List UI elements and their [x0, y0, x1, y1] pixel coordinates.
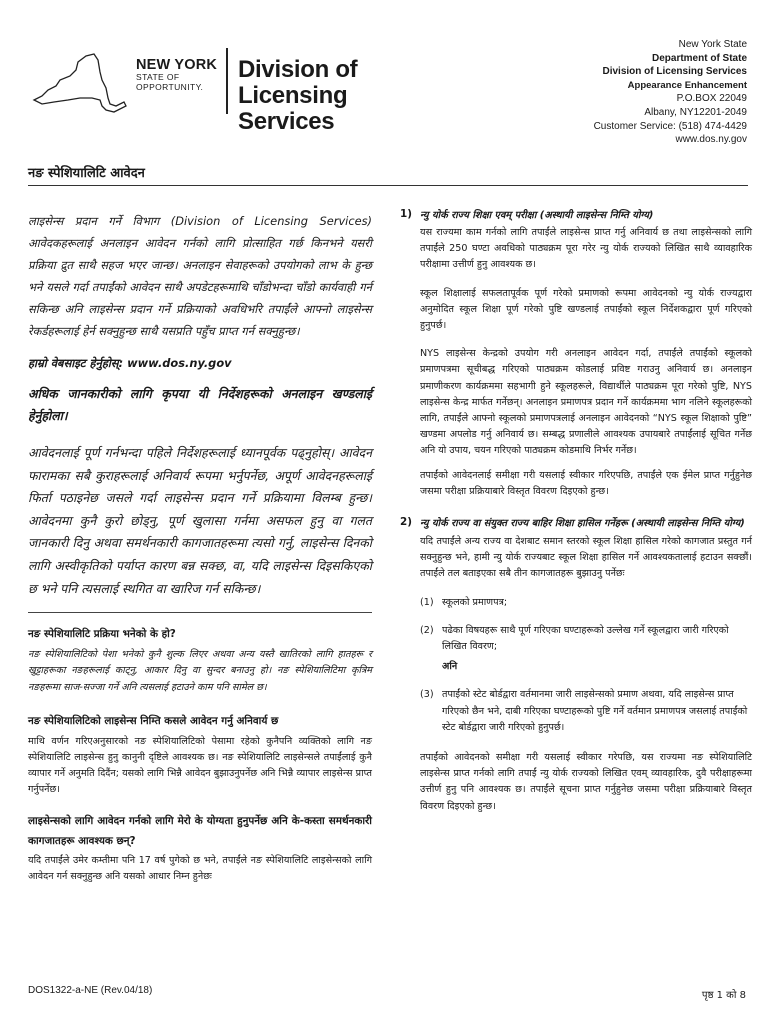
website-line: हाम्रो वेबसाइट हेर्नुहोस्: www.dos.ny.gov: [28, 356, 232, 370]
intro-paragraph: लाइसेन्स प्रदान गर्ने विभाग (Division of Licensing Services) आवेदकहरूलाई अनलाइन आवेदन गर्नको लागि प्रोत्साहित गर्छ किनभने यसरी प्रक्रिया द्रुत साथै सहज भएर जान्छ। अनलाइन सेवाहरूको उपयोगको लाभ के हुन्छ भने यसले गर्दा तपाईंको आवेदन साथै अपडेटहरूमाथि चाँडोभन्दा चाँडो कार्यवाही गर्न सकिन्छ अनि लाइसेन्स प्रदान गर्ने प्रक्रियाको अवधिभरि तपाईंले आफ्नो लाइसेन्स रेकर्डहरूलाई हेर्न सक्नुहुन्छ साथै यसप्रति पहुँच प्राप्त गर्न सक्नुहुन्छ।: [28, 214, 372, 338]
section-heading: नङ स्पेशियालिटिको लाइसेन्स निम्ति कसले आवेदन गर्नु अनिवार्य छ: [28, 714, 279, 727]
list-item: (3) तपाईंको स्टेट बोर्डद्वारा वर्तमानमा जारी लाइसेन्सको प्रमाण अथवा, यदि लाइसेन्स प्राप्त गरिएको छैन भने, दाबी गरिएका घण्टाहरूको पुष्टि गर्ने वर्तमान प्रमाणपत्र जसलाई तपाईंको स्टेट बोर्डद्वारा जारी गरिएको हुनुपर्छ।: [420, 689, 748, 733]
logo-opportunity: OPPORTUNITY.: [136, 81, 204, 92]
section-paragraph: NYS लाइसेन्स केन्द्रको उपयोग गरी अनलाइन आवेदन गर्दा, तपाईंले तपाईंको स्कूलको प्रमाणपत्रमा सूचीबद्ध गरिएको पाठ्यक्रम कोडलाई प्रविष्ट गराउनु अनिवार्य छ। अनलाइन प्रमाणीकरण कार्यक्रममा सहभागी हुने स्कूलहरूले, विद्यार्थीले पाठ्यक्रम पूरा गरेको पुष्टि, NYS लाइसेन्स केन्द्र मार्फत गर्नेछन्। अनलाइन प्रमाणपत्र प्रदान गर्ने कार्यक्रममा भाग नलिने स्कूलहरूको लागि, तपाईंले आफ्नो स्कूलको प्रमाणपत्रलाई अनलाइन आवेदनको “NYS स्कूल शिक्षाको पुष्टि” खण्डमा अपलोड गर्नु अनिवार्य छ। सम्बद्ध प्रणालीले आवश्यक उपायबारे तपाईंलाई सूचित गर्नेछ अनि यो उपाय, चयन गरिएको पाठ्यक्रम कोडमाथि निर्भर गर्नेछ।: [420, 348, 752, 457]
section-1-heading: 1) न्यु योर्क राज्य शिक्षा एवम् परीक्षा (अस्थायी लाइसेन्स निम्ति योग्य): [400, 208, 654, 221]
section-paragraph: माथि वर्णन गरिएअनुसारको नङ स्पेशियालिटिको पेसामा रहेको कुनैपनि व्यक्तिको लागि नङ स्पेशियालिटि लाइसेन्स हुनु कानुनी दृष्टिले आवश्यक छ। नङ स्पेशियालिटि लाइसेन्सले तपाईंलाई कुनै व्यापार गर्ने अनुमति दिदैंन; यसको लागि भिन्नै आवेदन बुझाउनुपर्नेछ अनि भिन्नै व्यापार लाइसेन्स प्राप्त गर्नुपर्नेछ।: [28, 735, 372, 796]
title-rule: [28, 185, 748, 186]
section-divider: [28, 612, 372, 613]
list-item: (1) स्कूलको प्रमाणपत्र;: [420, 596, 508, 608]
list-item: (2) पढेका विषयहरू साथै पूर्ण गरिएका घण्टाहरूको उल्लेख गर्ने स्कूलद्वारा जारी गरिएको लिखित विवरण;: [420, 624, 729, 653]
address-line: Department of State: [651, 52, 747, 64]
address-line: Division of Licensing Services: [602, 66, 747, 78]
address-line: Appearance Enhancement: [627, 79, 747, 91]
right-column: [400, 208, 752, 815]
logo-divider: [226, 48, 228, 114]
section-paragraph: यदि तपाईंले उमेर कम्तीमा पनि 17 वर्ष पुगेको छ भने, तपाईंले नङ स्पेशियालिटि लाइसेन्सको लागि आवेदन गर्न सक्नुहुन्छ अनि यसको आधार निम्न हुनेछः: [28, 854, 372, 882]
document-title: नङ स्पेशियालिटि आवेदन: [28, 166, 145, 181]
address-line: Customer Service: (518) 474-4429: [593, 120, 747, 132]
address-line: New York State: [678, 39, 747, 50]
section-paragraph: तपाईंको आवेदनलाई समीक्षा गरी यसलाई स्वीकार गरिएपछि, तपाईंले एक ईमेल प्राप्त गर्नुहुनेछ जसमा परीक्षा प्रक्रियाबारे विस्तृत विवरण दिइएको हुन्छ।: [420, 469, 752, 497]
section-paragraph: स्कूल शिक्षालाई सफलतापूर्वक पूर्ण गरेको प्रमाणको रूपमा आवेदनको न्यु योर्क राज्यद्वारा अनुमोदित स्कूल शिक्षा पूर्ण गरेको पुष्टि खण्डलाई तपाईंको स्कूल निर्देशकद्वारा पूर्ण गरिएको हुनुपर्छ।: [420, 287, 752, 332]
section-paragraph: यदि तपाईंले अन्य राज्य वा देशबाट समान स्तरको स्कूल शिक्षा हासिल गरेको कागजात प्रस्तुत गर्न सक्नुहुन्छ भने, हामी न्यु योर्क राज्यबाट स्कूल शिक्षा हासिल गर्ने आवश्यकतालाई हटाउन सक्छौं। तपाईंले तल बताइएका सबै तीन कागजातहरू बुझाउनु पर्नेछः: [420, 536, 752, 580]
new-york-state-map-icon: [30, 50, 130, 114]
section-paragraph: तपाईंको आवेदनको समीक्षा गरी यसलाई स्वीकार गरेपछि, यस राज्यमा नङ स्पेशियालिटि लाइसेन्स प्राप्त गर्नको लागि तपाईं न्यु योर्क राज्यको लिखित एवम् व्यावहारिक, दुवै परीक्षाहरूमा उत्तीर्ण हुनु पनि आवश्यक छ। तपाईंले सूचना प्राप्त गर्नुहुनेछ जसमा परीक्षा प्रक्रियाबारे विस्तृत विवरण दिइएको हुन्छ।: [420, 752, 752, 812]
logo-division-name: Division of Licensing Services: [238, 56, 358, 135]
address-website: www.dos.ny.gov: [675, 134, 747, 146]
nys-wordmark: [136, 58, 217, 92]
more-info-paragraph: अधिक जानकारीको लागि कृपया यी निर्देशहरूको अनलाइन खण्डलाई हेर्नुहोला।: [28, 386, 372, 423]
section-heading: नङ स्पेशियालिटि प्रक्रिया भनेको के हो?: [28, 628, 176, 641]
form-id: DOS1322-a-NE (Rev.04/18): [28, 985, 153, 996]
section-paragraph: यस राज्यमा काम गर्नको लागि तपाईंले लाइसेन्स प्राप्त गर्नु अनिवार्य छ तथा लाइसेन्सको लागि तपाईंले 250 घण्टा अवधिको पाठ्यक्रम पूरा गरेर न्यु योर्क राज्यको लिखित साथै व्यावहारिक परीक्षामा उत्तीर्ण हुनु आवश्यक छ।: [420, 227, 752, 271]
address-line: Albany, NY12201-2049: [644, 106, 747, 118]
section-heading: लाइसेन्सको लागि आवेदन गर्नको लागि मेरो के योग्यता हुनुपर्नेछ अनि के-कस्ता समर्थनकारी कागजातहरू आवश्यक छन्?: [28, 814, 372, 847]
address-line: P.O.BOX 22049: [676, 93, 747, 105]
page-number: पृष्ठ 1 को 8: [701, 990, 746, 1001]
section-2-heading: 2) न्यु योर्क राज्य वा संयुक्त राज्य बाहिर शिक्षा हासिल गर्नेहरू (अस्थायी लाइसेन्स निम्ति योग्य): [400, 516, 745, 530]
logo-new-york: NEW YORK: [136, 57, 218, 73]
left-column: [28, 210, 372, 885]
instructions-paragraph: आवेदनलाई पूर्ण गर्नभन्दा पहिले निर्देशहरूलाई ध्यानपूर्वक पढ्नुहोस्। आवेदन फारामका सबै कुराहरूलाई अनिवार्य रूपमा भर्नुपर्नेछ, अपूर्ण आवेदनहरूलाई फिर्ता पठाइनेछ जसले गर्दा लाइसेन्स प्रदान गर्ने प्रक्रियामा विलम्ब हुन्छ। आवेदनमा कुनै कुरो छोड्नु, पूर्ण खुलासा गर्नमा असफल हुनु वा गलत जानकारी दिनु अथवा समर्थनकारी कागजातहरूमा त्यसो गर्नु, लाइसेन्स दिनको लागि अस्वीकृतिको पर्याप्त कारण बन्न सक्छ, वा, यदि लाइसेन्स दिइसकिएको छ भने पनि त्यसलाई स्थगित वा खारिज गर्न सकिन्छ।: [28, 445, 372, 596]
section-paragraph: नङ स्पेशियालिटिको पेशा भनेको कुनै शुल्क लिएर अथवा अन्य यस्तै खातिरको लागि हातहरू र खुट्टाहरूका नङहरूलाई काट्नु, आकार दिनु वा सुन्दर बनाउनु हो। नङ स्पेशियालिटिमा कृत्रिम नङहरूमा साज-सज्जा गर्ने अनि त्यसलाई हटाउने काम पनि सामेल छ।: [28, 649, 372, 693]
logo-state-of: STATE OF: [136, 72, 180, 82]
list-item: अनि: [442, 661, 458, 673]
dls-logo: [30, 48, 430, 135]
agency-address: [594, 38, 747, 147]
